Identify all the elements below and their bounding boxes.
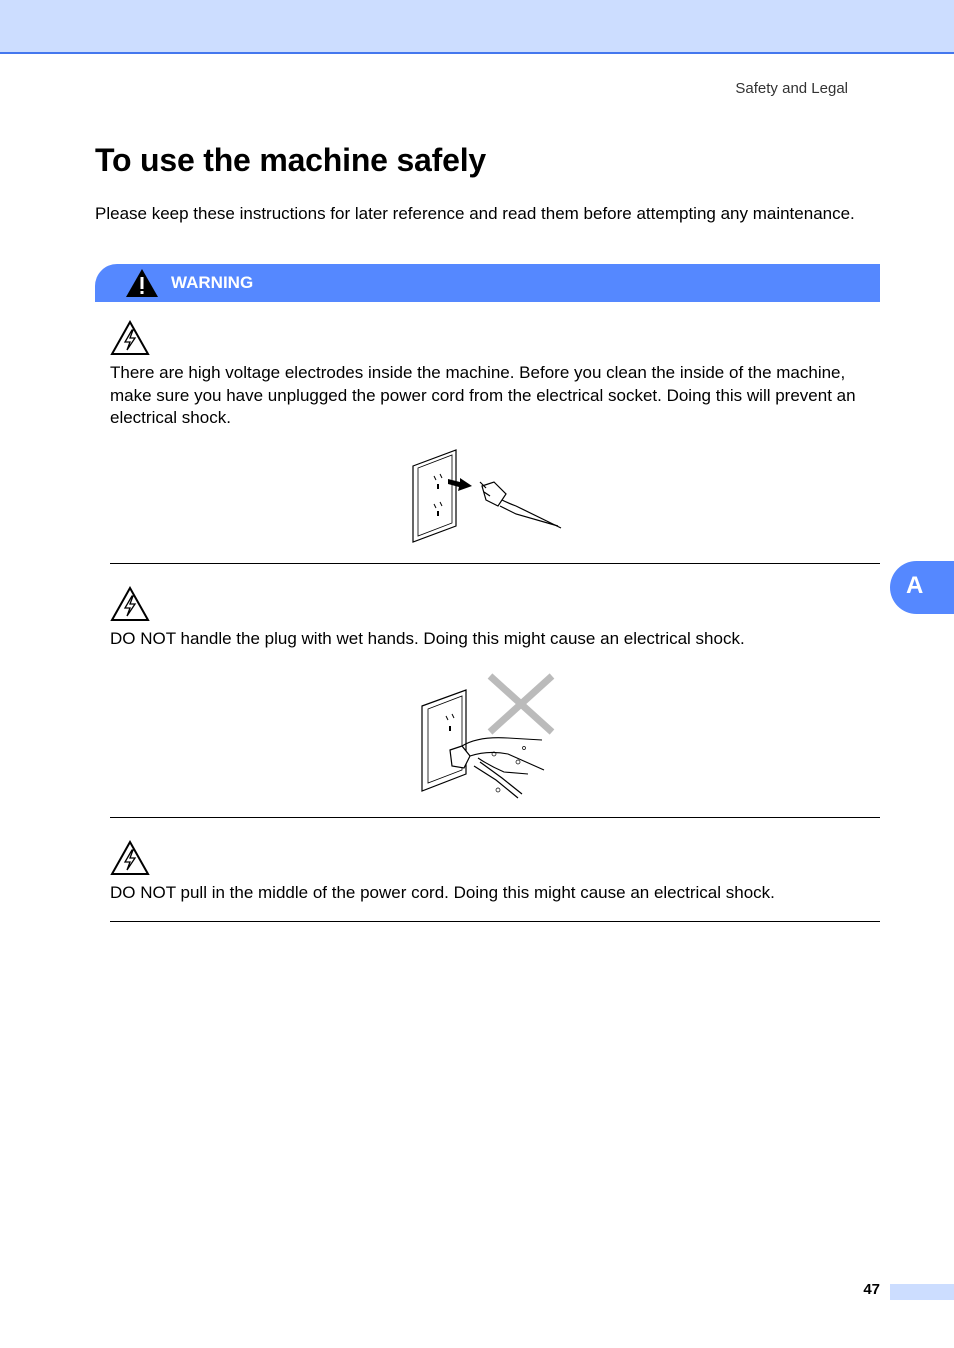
section-divider <box>110 921 880 922</box>
warning-item-text: There are high voltage electrodes inside the machine. Before you clean the inside of the machine, make sure you have unplugged the power cord from the electrical socket. Doing this will prevent an electrical shock. <box>110 363 856 427</box>
wet-hands-plug-illustration <box>418 670 558 800</box>
footer-band <box>890 1284 954 1300</box>
warning-banner <box>95 264 880 302</box>
warning-label: WARNING <box>171 273 254 292</box>
electrical-hazard-icon <box>110 320 150 356</box>
page-number: 47 <box>863 1281 880 1298</box>
top-header-band <box>0 0 954 54</box>
intro-paragraph: Please keep these instructions for later reference and read them before attempting any maintenance. <box>95 204 855 223</box>
unplug-cord-illustration <box>408 448 568 544</box>
electrical-hazard-icon <box>110 840 150 876</box>
appendix-tab-label: A <box>906 572 924 599</box>
warning-triangle-icon <box>125 268 159 298</box>
section-label: Safety and Legal <box>735 80 848 97</box>
section-divider <box>110 817 880 818</box>
page-title: To use the machine safely <box>95 142 486 178</box>
section-divider <box>110 563 880 564</box>
warning-item-text: DO NOT handle the plug with wet hands. Doing this might cause an electrical shock. <box>110 629 745 648</box>
appendix-tab[interactable] <box>890 561 954 614</box>
electrical-hazard-icon <box>110 586 150 622</box>
warning-item-text: DO NOT pull in the middle of the power cord. Doing this might cause an electrical shock. <box>110 883 775 902</box>
